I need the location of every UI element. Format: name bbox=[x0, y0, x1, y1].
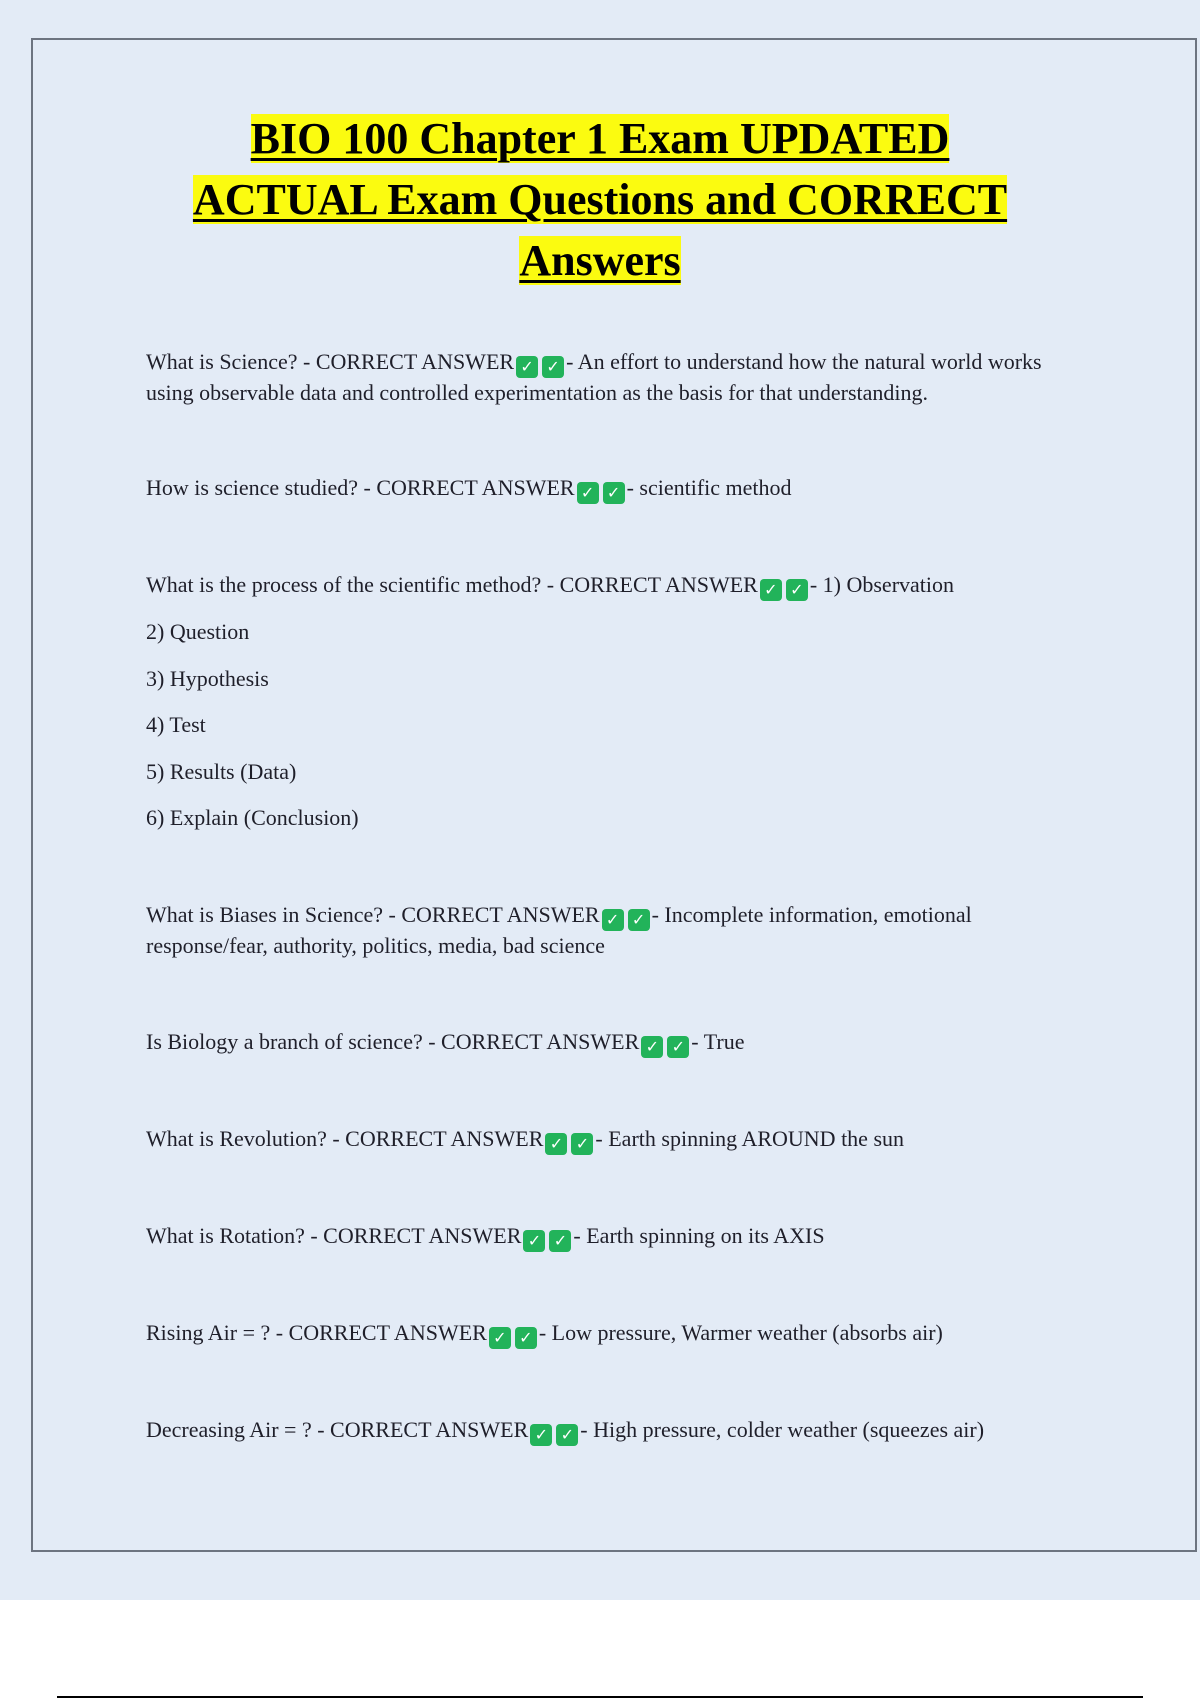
answer-text: - Incomplete information, emotional response/fear, authority, politics, media, bad science bbox=[146, 902, 972, 958]
method-step: 6) Explain (Conclusion) bbox=[146, 805, 359, 830]
qa-item-rotation bbox=[146, 1221, 1086, 1252]
qa-item-biases bbox=[146, 900, 1086, 961]
check-mark-icon: ✓ bbox=[786, 579, 808, 601]
correct-answer-label: - CORRECT ANSWER bbox=[317, 1417, 529, 1442]
check-mark-icon: ✓ bbox=[516, 356, 538, 378]
check-mark-icon: ✓ bbox=[603, 482, 625, 504]
answer-text: - An effort to understand how the natural world works using observable data and controlled experimentation as the basis for that understanding. bbox=[146, 349, 1042, 405]
correct-answer-label: - CORRECT ANSWER bbox=[332, 1126, 544, 1151]
check-mark-icon: ✓ bbox=[602, 909, 624, 931]
answer-text: - True bbox=[691, 1029, 745, 1054]
method-step: 4) Test bbox=[146, 712, 206, 737]
qa-item-rising-air bbox=[146, 1318, 1086, 1349]
check-mark-icon: ✓ bbox=[489, 1327, 511, 1349]
correct-answer-label: - CORRECT ANSWER bbox=[546, 572, 758, 597]
answer-text: - Earth spinning AROUND the sun bbox=[595, 1126, 905, 1151]
correct-answer-label: - CORRECT ANSWER bbox=[303, 349, 515, 374]
question-text: Is Biology a branch of science? bbox=[146, 1029, 423, 1054]
answer-text: - 1) Observation bbox=[809, 572, 955, 597]
answer-text: - High pressure, colder weather (squeezes air) bbox=[580, 1417, 985, 1442]
method-step: 5) Results (Data) bbox=[146, 759, 297, 784]
check-mark-icon: ✓ bbox=[549, 1230, 571, 1252]
answer-text: - scientific method bbox=[626, 475, 792, 500]
qa-item-decreasing-air bbox=[146, 1415, 1086, 1446]
title-line-3: Answers bbox=[519, 236, 681, 285]
correct-answer-label: - CORRECT ANSWER bbox=[388, 902, 600, 927]
question-text: Decreasing Air = ? bbox=[146, 1417, 312, 1442]
correct-answer-label: - CORRECT ANSWER bbox=[363, 475, 575, 500]
check-mark-icon: ✓ bbox=[515, 1327, 537, 1349]
question-text: What is Revolution? bbox=[146, 1126, 327, 1151]
check-mark-icon: ✓ bbox=[542, 356, 564, 378]
answer-text: - Low pressure, Warmer weather (absorbs air) bbox=[538, 1320, 943, 1345]
check-mark-icon: ✓ bbox=[641, 1036, 663, 1058]
check-mark-icon: ✓ bbox=[577, 482, 599, 504]
correct-answer-label: - CORRECT ANSWER bbox=[275, 1320, 487, 1345]
document-title bbox=[0, 108, 1200, 291]
check-mark-icon: ✓ bbox=[571, 1133, 593, 1155]
correct-answer-label: - CORRECT ANSWER bbox=[428, 1029, 640, 1054]
title-line-2: ACTUAL Exam Questions and CORRECT bbox=[192, 175, 1008, 224]
qa-item-revolution bbox=[146, 1124, 1086, 1155]
check-mark-icon: ✓ bbox=[760, 579, 782, 601]
answer-text: - Earth spinning on its AXIS bbox=[573, 1223, 825, 1248]
title-line-1: BIO 100 Chapter 1 Exam UPDATED bbox=[250, 114, 950, 163]
check-mark-icon: ✓ bbox=[530, 1424, 552, 1446]
correct-answer-label: - CORRECT ANSWER bbox=[310, 1223, 522, 1248]
check-mark-icon: ✓ bbox=[628, 909, 650, 931]
question-text: How is science studied? bbox=[146, 475, 358, 500]
check-mark-icon: ✓ bbox=[667, 1036, 689, 1058]
qa-item-science bbox=[146, 347, 1086, 408]
check-mark-icon: ✓ bbox=[556, 1424, 578, 1446]
qa-item-scientific-method bbox=[146, 570, 1086, 601]
question-text: Rising Air = ? bbox=[146, 1320, 271, 1345]
question-text: What is Science? bbox=[146, 349, 298, 374]
qa-item-biology-branch bbox=[146, 1027, 1086, 1058]
question-text: What is the process of the scientific method? bbox=[146, 572, 542, 597]
question-text: What is Rotation? bbox=[146, 1223, 305, 1248]
question-text: What is Biases in Science? bbox=[146, 902, 384, 927]
check-mark-icon: ✓ bbox=[523, 1230, 545, 1252]
qa-item-how-studied bbox=[146, 473, 1086, 504]
method-step: 2) Question bbox=[146, 619, 250, 644]
method-step: 3) Hypothesis bbox=[146, 666, 269, 691]
check-mark-icon: ✓ bbox=[545, 1133, 567, 1155]
footer-divider bbox=[57, 1696, 1143, 1698]
